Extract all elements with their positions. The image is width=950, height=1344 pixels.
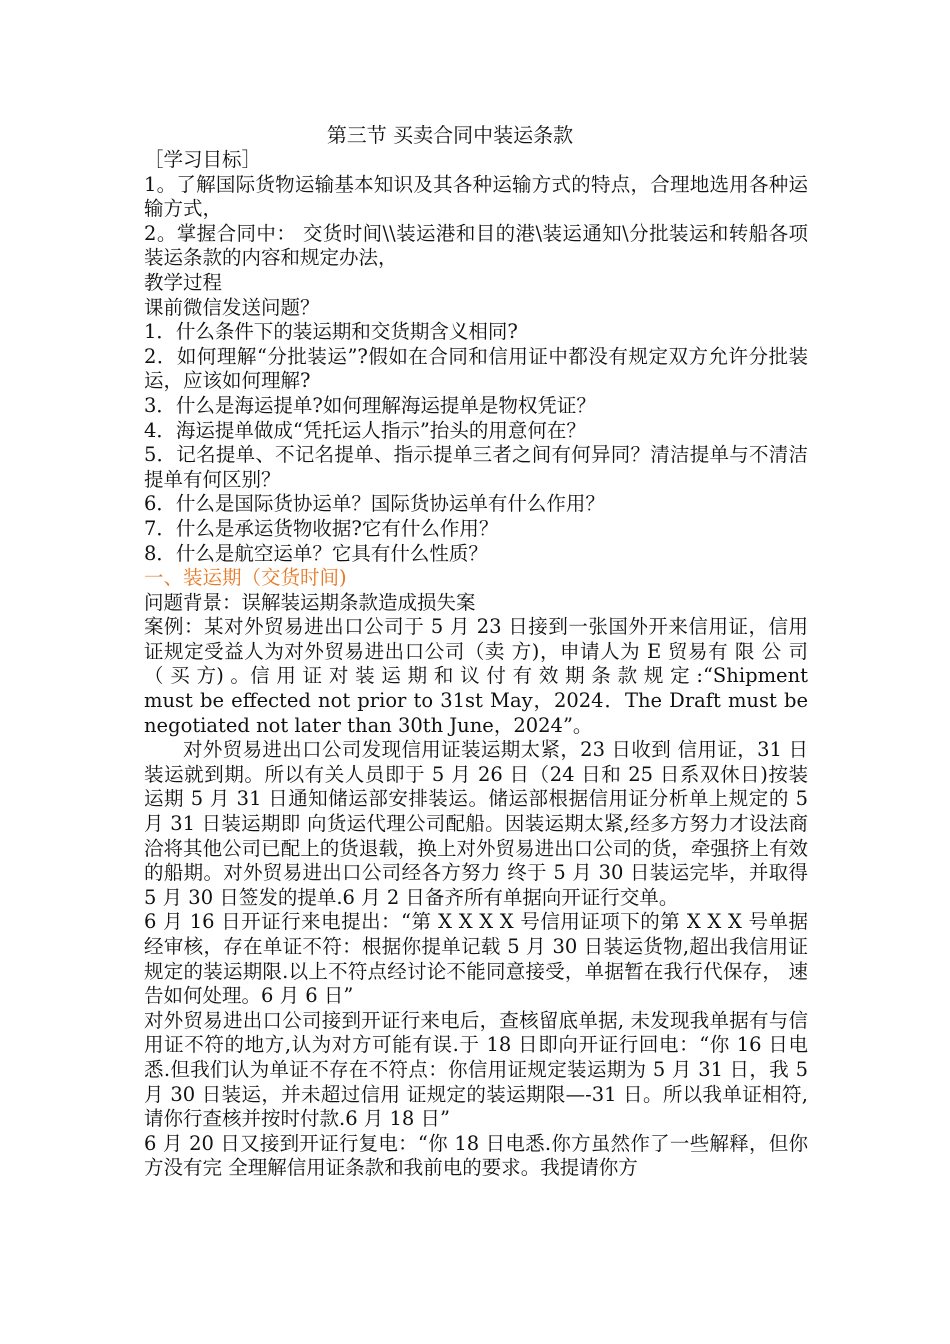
question-3: 3．什么是海运提单?如何理解海运提单是物权凭证？ [144, 393, 596, 417]
paragraph-case-detail: 对外贸易进出口公司发现信用证装运期太紧，23 日收到 信用证，31 日装运就到期。所以有关人员即于 5 月 26 日（24 日和 25 日系双休日)按装运期 5 月 31 日通知储运部安排装运。储运部根据信用证分析单上规定的 5 月 31 日装运期即 向货运代理公司配船。因装运期太紧,经多方努力才设法商 洽将其他公司已配上的货退载，换上对外贸易进出口公司的货，牵强挤上有效的船期。对外贸易进出口公司经各方努力 终于 5 月 30 日装运完毕，并取得 5 月 30 日签发的提单.6 月 2 日备齐所有单据向开证行交单。 [144, 738, 808, 909]
paragraph-problem-background: 问题背景：误解装运期条款造成损失案 [144, 590, 476, 614]
paragraph-teaching-process: 教学过程 [144, 270, 223, 294]
paragraph-bank-second-reply: 6 月 20 日又接到开证行复电：“你 18 日电悉.你方虽然作了一些解释，但你方没有完 全理解信用证条款和我前电的要求。我提请你方 [144, 1131, 808, 1180]
paragraph-bank-notice: 6 月 16 日开证行来电提出：“第 X X X X 号信用证项下的第 X X X 号单据经审核，存在单证不符：根据你提单记载 5 月 30 日装运货物,超出我信用证规定的装运期限.以上不符点经讨论不能同意接受，单据暂在我行代保存， 速告如何处理。6 月 6 日” [144, 910, 808, 1008]
question-7: 7．什么是承运货物收据?它有什么作用？ [144, 516, 499, 540]
question-1: 1．什么条件下的装运期和交货期含义相同? [144, 320, 518, 344]
paragraph-learning-goals-heading: ［学习目标］ [144, 148, 262, 171]
page-title: 第三节 买卖合同中装运条款 [326, 123, 574, 147]
paragraph-case: 案例：某对外贸易进出口公司于 5 月 23 日接到一张国外开来信用证，信用证规定受益人为对外贸易进出口公司（卖 方)，申请人为 E 贸易有 限 公 司 （ 买 方) 。信 用 证 对 装 运 期 和 议 付 有 效 期 条 款 规 定 :“Shipment must be effected not prior to 31st May，2024．The Draft must be negotiated not later than 30th June，2024”。 [144, 615, 808, 737]
question-4: 4．海运提单做成“凭托运人指示”抬头的用意何在？ [144, 418, 586, 442]
paragraph-goal-1: 1。了解国际货物运输基本知识及其各种运输方式的特点，合理地选用各种运输方式， [144, 172, 808, 221]
section-heading-shipment-period: 一、装运期（交货时间) [144, 566, 347, 590]
question-6: 6．什么是国际货协运单？国际货协运单有什么作用？ [144, 492, 605, 516]
paragraph-wechat-questions: 课前微信发送问题？ [144, 295, 320, 319]
paragraph-company-reply: 对外贸易进出口公司接到开证行来电后，查核留底单据, 未发现我单据有与信用证不符的地方,认为对方可能有误.于 18 日即向开证行回电：“你 16 日电悉.但我们认为单证不存在不符点：你信用证规定装运期为 5 月 31 日，我 5 月 30 日装运，并未超过信用 证规定的装运期限—-31 日。所以我单证相符,请你行查核并按时付款.6 月 18 日” [144, 1008, 808, 1131]
question-2: 2．如何理解“分批装运”?假如在合同和信用证中都没有规定双方允许分批装运，应该如何理解? [144, 344, 808, 393]
document-body [144, 148, 808, 1181]
question-8: 8．什么是航空运单？它具有什么性质？ [144, 541, 488, 565]
question-5: 5．记名提单、不记名提单、指示提单三者之间有何异同？清洁提单与不清洁提单有何区别？ [144, 443, 808, 491]
paragraph-goal-2: 2。掌握合同中： 交货时间\\装运港和目的港\装运通知\分批装运和转船各项装运条款的内容和规定办法， [144, 221, 808, 270]
